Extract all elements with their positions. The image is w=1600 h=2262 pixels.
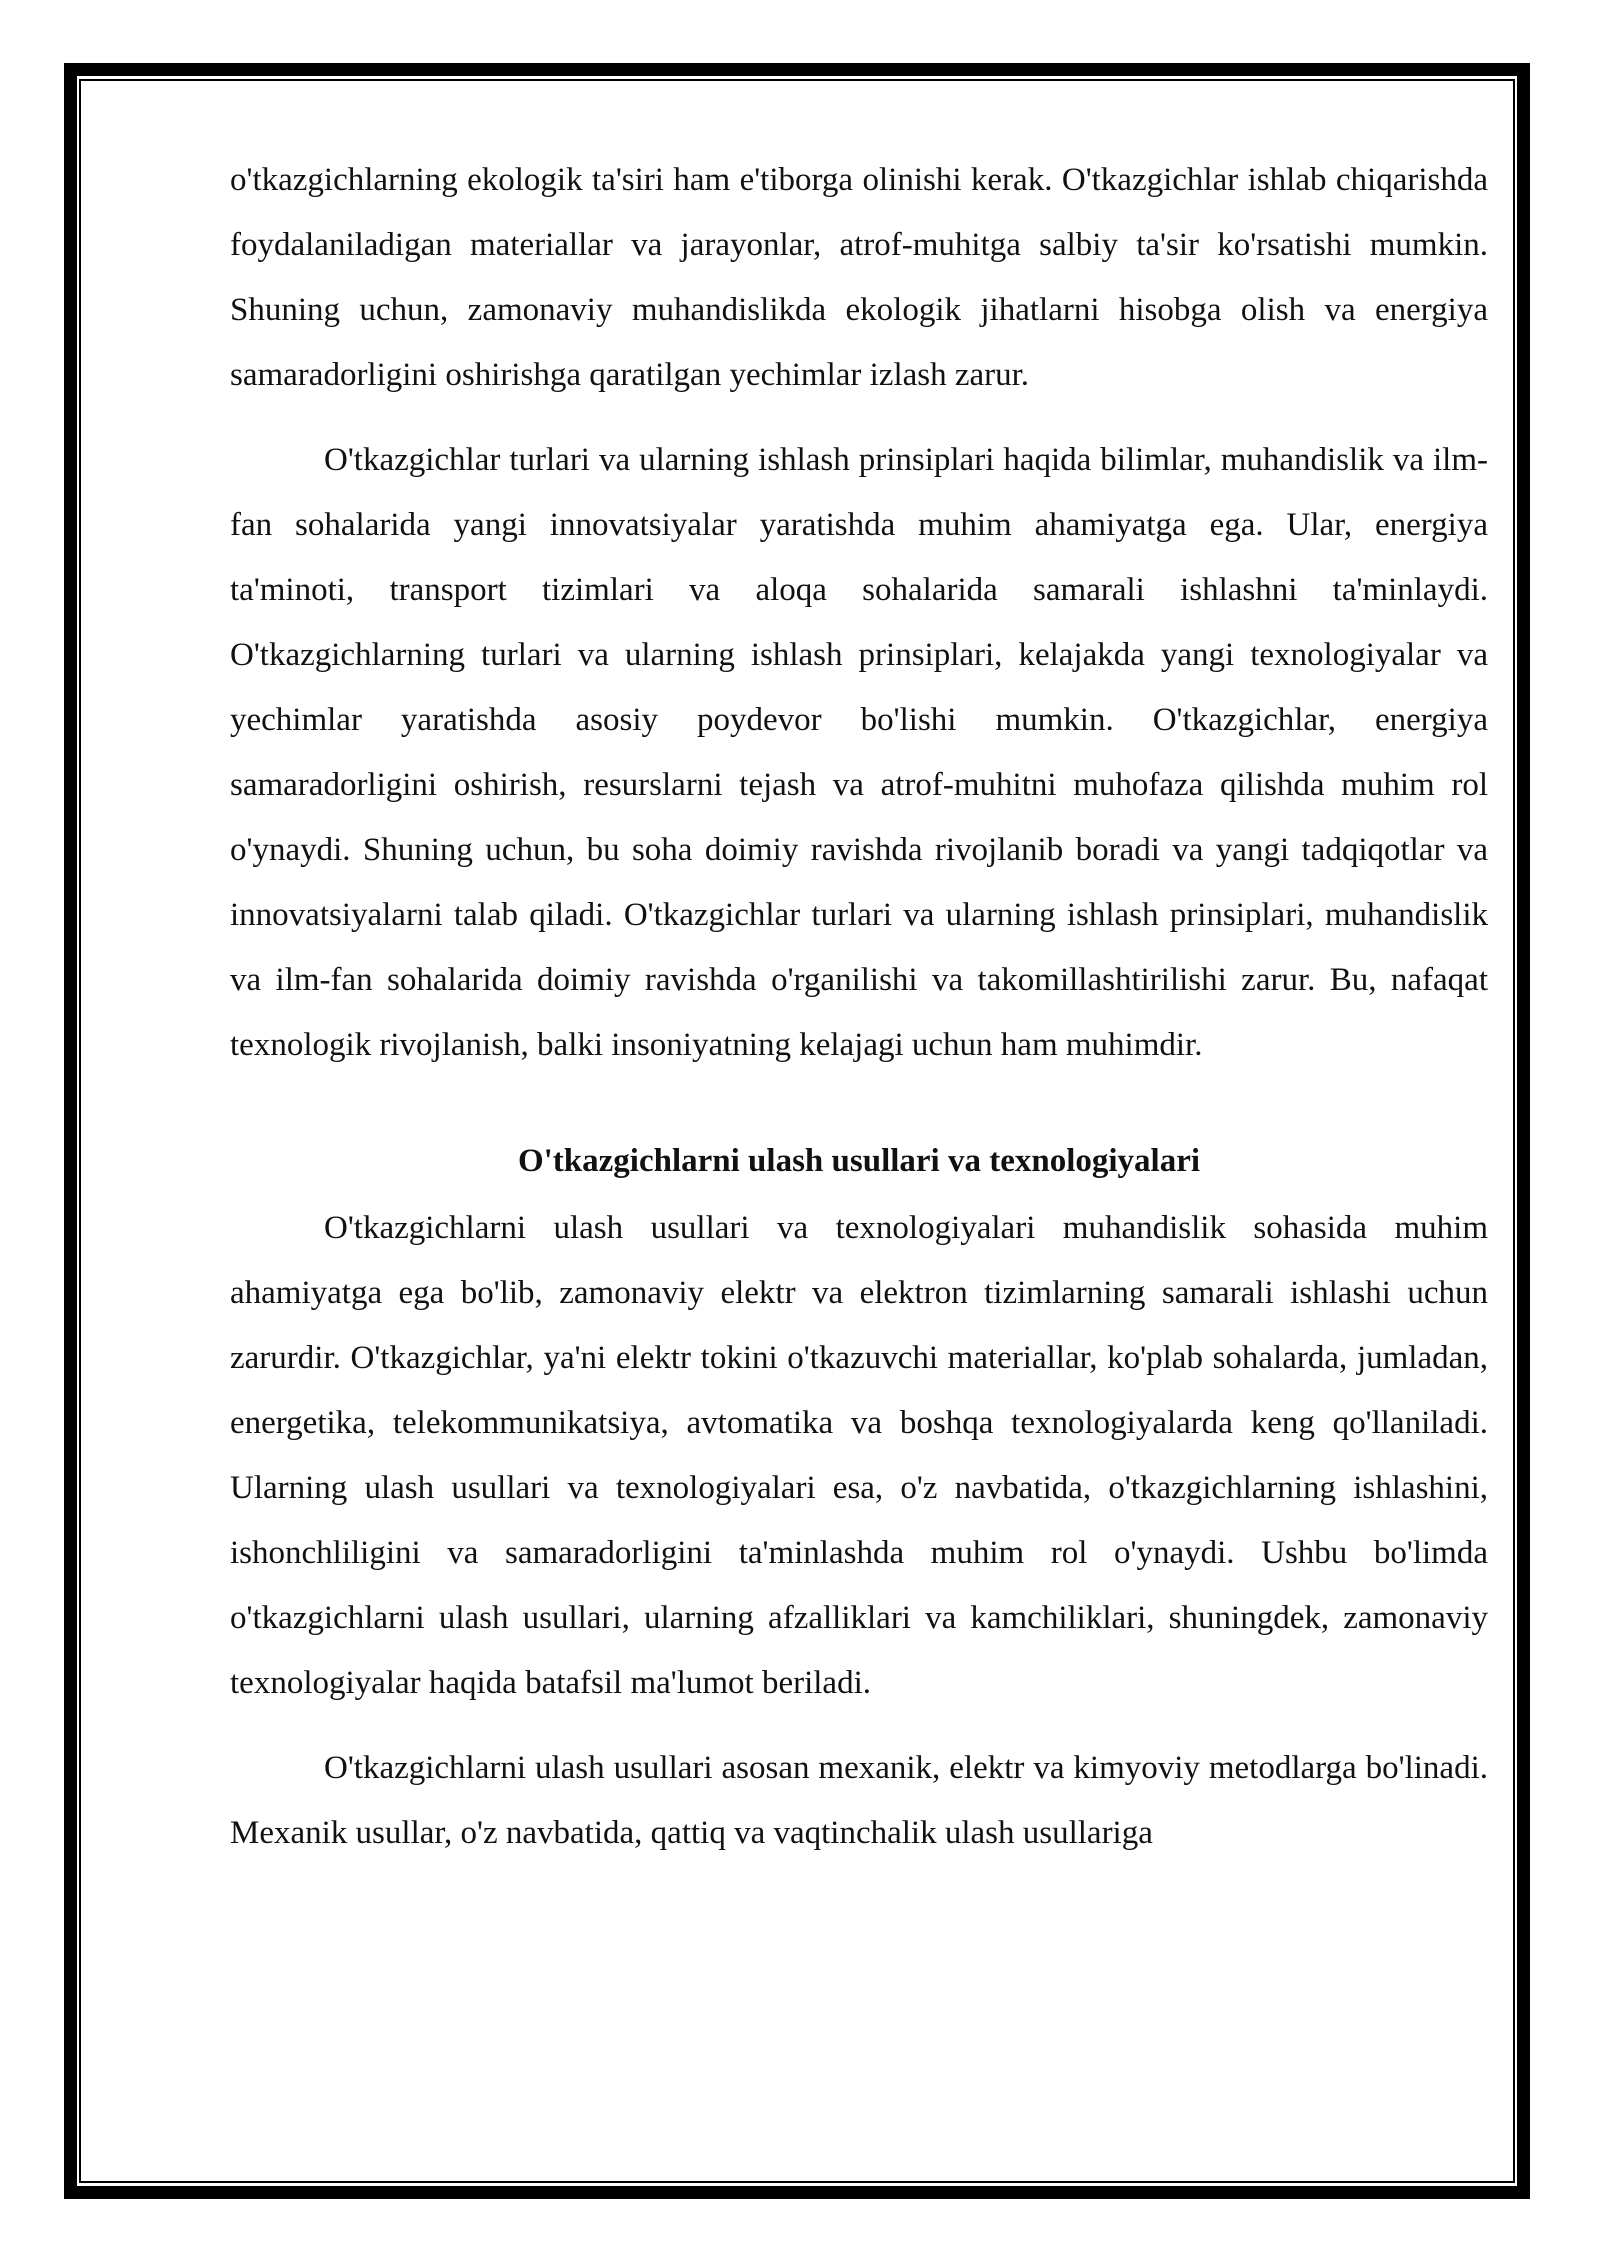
paragraph-ecological-impact: o'tkazgichlarning ekologik ta'siri ham e'tiborga olinishi kerak. O'tkazgichlar ishlab chiqarishda foydalaniladigan materiallar va jarayonlar, atrof-muhitga salbiy ta'sir ko'rsatishi mumkin. Shuning uchun, zamonaviy muhandislikda ekologik jihatlarni hisobga olish va energiya samaradorligini oshirishga qaratilgan yechimlar izlash zarur. [230,162,1488,393]
paragraph-connection-methods-intro: O'tkazgichlarni ulash usullari va texnologiyalari muhandislik sohasida muhim ahamiyatga ega bo'lib, zamonaviy elektr va elektron tizimlarning samarali ishlashi uchun zarurdir. O'tkazgichlar, ya'ni elektr tokini o'tkazuvchi materiallar, ko'plab sohalarda, jumladan, energetika, telekommunikatsiya, avtomatika va boshqa texnologiyalarda keng qo'llaniladi. Ularning ulash usullari va texnologiyalari esa, o'z navbatida, o'tkazgichlarning ishlashini, ishonchliligini va samaradorligini ta'minlashda muhim rol o'ynaydi. Ushbu bo'limda o'tkazgichlarni ulash usullari, ularning afzalliklari va kamchiliklari, shuningdek, zamonaviy texnologiyalar haqida batafsil ma'lumot beriladi. [230,1210,1488,1701]
section-heading: O'tkazgichlarni ulash usullari va texnologiyalari [517,1143,1201,1179]
paragraph-connection-methods-categories: O'tkazgichlarni ulash usullari asosan mexanik, elektr va kimyoviy metodlarga bo'linadi. Mexanik usullar, o'z navbatida, qattiq va vaqtinchalik ulash usullariga [230,1750,1488,1851]
document-body [230,148,1488,1886]
paragraph-conductor-types-summary: O'tkazgichlar turlari va ularning ishlash prinsiplari haqida bilimlar, muhandislik va ilm-fan sohalarida yangi innovatsiyalar yaratishda muhim ahamiyatga ega. Ular, energiya ta'minoti, transport tizimlari va aloqa sohalarida samarali ishlashni ta'minlaydi. O'tkazgichlarning turlari va ularning ishlash prinsiplari, kelajakda yangi texnologiyalar va yechimlar yaratishda asosiy poydevor bo'lishi mumkin. O'tkazgichlar, energiya samaradorligini oshirish, resurslarni tejash va atrof-muhitni muhofaza qilishda muhim rol o'ynaydi. Shuning uchun, bu soha doimiy ravishda rivojlanib boradi va yangi tadqiqotlar va innovatsiyalarni talab qiladi. O'tkazgichlar turlari va ularning ishlash prinsiplari, muhandislik va ilm-fan sohalarida doimiy ravishda o'rganilishi va takomillashtirilishi zarur. Bu, nafaqat texnologik rivojlanish, balki insoniyatning kelajagi uchun ham muhimdir. [230,442,1488,1063]
